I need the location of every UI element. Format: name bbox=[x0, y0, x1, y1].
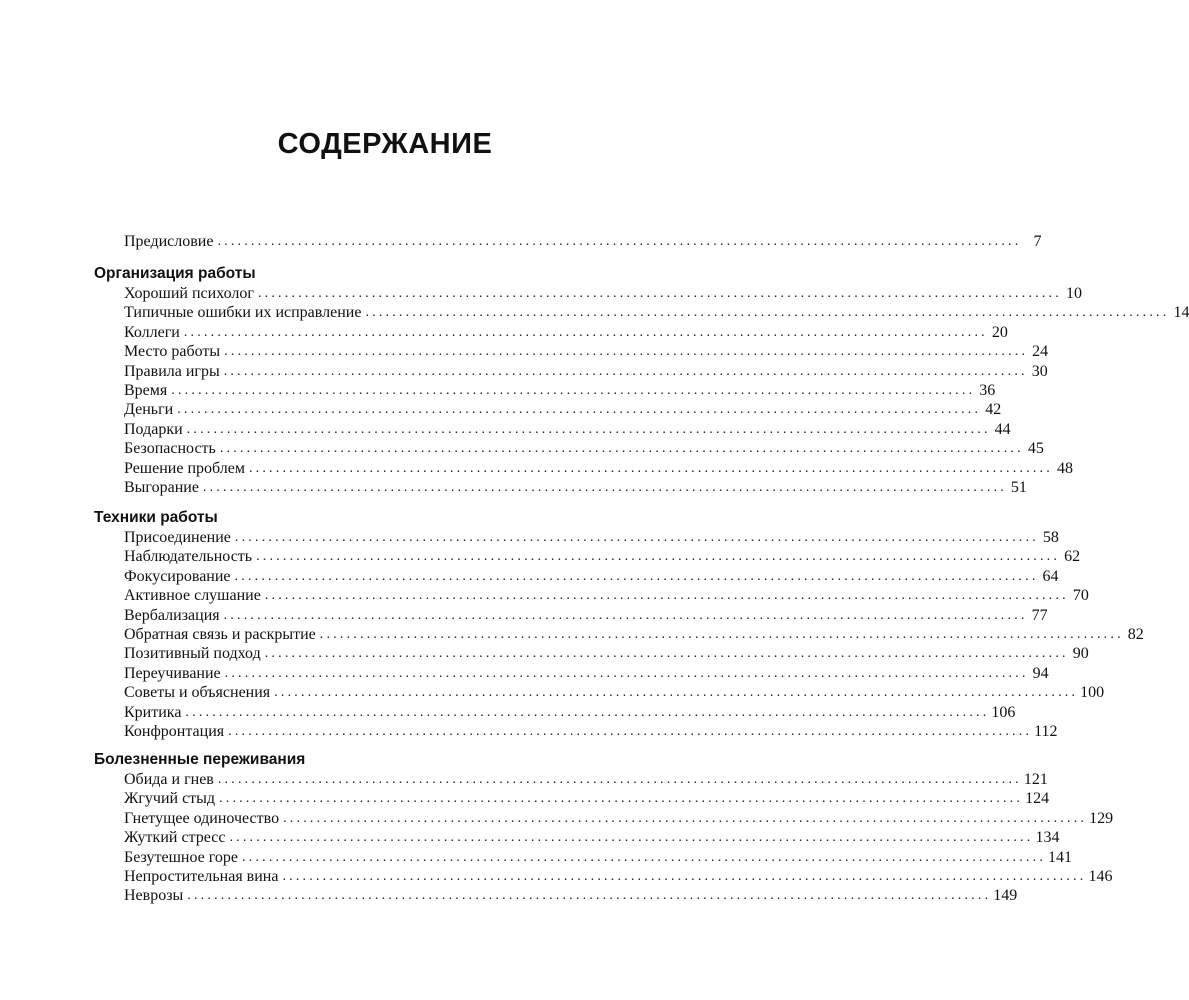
toc-entry bbox=[124, 848, 1073, 868]
toc-entry-page: 149 bbox=[993, 887, 1018, 905]
toc-entry bbox=[124, 547, 1081, 567]
section-heading: Болезненные переживания bbox=[94, 751, 306, 768]
toc-entry bbox=[124, 770, 1048, 790]
toc-entry bbox=[124, 722, 1058, 742]
dot-leader: ........................................................................................................................ bbox=[217, 234, 1022, 249]
toc-entry-page: 20 bbox=[991, 323, 1008, 341]
toc-entry-label: Безутешное горе bbox=[124, 848, 239, 866]
toc-entry-label: Неврозы bbox=[124, 887, 184, 905]
toc-entry-label: Выгорание bbox=[124, 479, 199, 496]
toc-entry-page: 58 bbox=[1042, 529, 1059, 546]
toc-entry-page: 64 bbox=[1042, 567, 1059, 585]
dot-leader: ........................................................................................................................ bbox=[282, 869, 1087, 884]
dot-leader: ........................................................................................................................ bbox=[186, 421, 991, 437]
toc-entry bbox=[124, 703, 1016, 723]
toc-entry-page: 124 bbox=[1025, 790, 1050, 808]
toc-entry-label: Фокусирование bbox=[124, 567, 231, 585]
toc-entry-page: 94 bbox=[1032, 664, 1049, 682]
dot-leader: ........................................................................................................................ bbox=[283, 810, 1088, 826]
dot-leader: ........................................................................................................................ bbox=[234, 530, 1039, 545]
toc-entry bbox=[124, 420, 1011, 440]
toc-entry-label: Деньги bbox=[124, 401, 174, 419]
toc-entry-label: Типичные ошибки их исправление bbox=[124, 304, 362, 322]
dot-leader: ........................................................................................................................ bbox=[264, 646, 1069, 662]
toc-entry-label: Жгучий стыд bbox=[124, 790, 216, 808]
toc-entry bbox=[124, 478, 1027, 498]
dot-leader: ........................................................................................................................ bbox=[185, 704, 990, 720]
toc-entry-page: 100 bbox=[1080, 684, 1105, 702]
toc-entry bbox=[124, 439, 1044, 459]
dot-leader: ........................................................................................................................ bbox=[256, 549, 1061, 565]
toc-entry-label: Хороший психолог bbox=[124, 285, 254, 302]
toc-entry-page: 24 bbox=[1032, 343, 1049, 361]
toc-entry-label: Подарки bbox=[124, 420, 183, 438]
toc-entry-page: 121 bbox=[1023, 771, 1048, 788]
dot-leader: ........................................................................................................................ bbox=[177, 402, 982, 418]
toc-entry bbox=[124, 644, 1089, 664]
toc-entry bbox=[124, 625, 1144, 645]
dot-leader: ........................................................................................................................ bbox=[248, 460, 1053, 476]
toc-entry-label: Критика bbox=[124, 703, 182, 721]
toc-entry bbox=[124, 528, 1059, 548]
toc-entry-page: 14 bbox=[1173, 304, 1189, 322]
dot-leader: ........................................................................................................................ bbox=[257, 286, 1062, 301]
toc-entry bbox=[124, 381, 996, 401]
toc-entry-page: 30 bbox=[1031, 362, 1048, 380]
toc-entry-label: Безопасность bbox=[124, 440, 216, 458]
section-heading: Техники работы bbox=[94, 509, 218, 526]
toc-entry bbox=[124, 886, 1018, 906]
dot-leader: ........................................................................................................................ bbox=[365, 305, 1170, 321]
toc-entry bbox=[124, 323, 1008, 343]
dot-leader: ........................................................................................................................ bbox=[242, 849, 1047, 865]
toc-entry bbox=[124, 362, 1048, 382]
toc-entry-label: Гнетущее одиночество bbox=[124, 809, 280, 827]
dot-leader: ........................................................................................................................ bbox=[319, 627, 1124, 642]
toc-entry-page: 90 bbox=[1072, 645, 1089, 663]
toc-entry-page: 129 bbox=[1089, 809, 1114, 827]
toc-entry-label: Обида и гнев bbox=[124, 771, 214, 788]
toc-entry-label: Конфронтация bbox=[124, 723, 225, 740]
toc-entry bbox=[124, 400, 1002, 420]
page-title: СОДЕРЖАНИЕ bbox=[277, 128, 493, 160]
toc-entry bbox=[124, 459, 1073, 479]
dot-leader: ........................................................................................................................ bbox=[228, 724, 1033, 739]
toc-entry-page: 36 bbox=[979, 382, 996, 399]
toc-entry-label: Активное слушание bbox=[124, 587, 261, 605]
dot-leader: ........................................................................................................................ bbox=[217, 772, 1022, 787]
toc-entry-page: 70 bbox=[1072, 587, 1089, 605]
dot-leader: ........................................................................................................................ bbox=[202, 480, 1007, 495]
toc-entry-page: 106 bbox=[991, 703, 1016, 721]
toc-entry-page: 44 bbox=[994, 420, 1011, 438]
section-heading: Организация работы bbox=[94, 265, 256, 282]
toc-entry-label: Коллеги bbox=[124, 323, 180, 341]
toc-entry-page: 51 bbox=[1010, 479, 1027, 496]
toc-entry-label: Вербализация bbox=[124, 606, 220, 624]
dot-leader: ........................................................................................................................ bbox=[274, 685, 1079, 701]
toc-entry-page: 45 bbox=[1027, 440, 1044, 458]
dot-leader: ........................................................................................................................ bbox=[264, 588, 1069, 604]
toc-entry-label: Решение проблем bbox=[124, 459, 245, 477]
toc-entry-page: 82 bbox=[1127, 626, 1144, 643]
toc-entry bbox=[124, 664, 1049, 684]
toc-entry bbox=[124, 789, 1050, 809]
dot-leader: ........................................................................................................................ bbox=[224, 665, 1029, 681]
dot-leader: ........................................................................................................................ bbox=[187, 888, 992, 904]
toc-entry-label: Наблюдательность bbox=[124, 548, 253, 566]
toc-entry bbox=[124, 867, 1113, 887]
toc-entry bbox=[124, 342, 1049, 362]
toc-entry-label: Непростительная вина bbox=[124, 868, 279, 885]
toc-entry bbox=[124, 809, 1114, 829]
dot-leader: ........................................................................................................................ bbox=[223, 607, 1028, 623]
toc-entry bbox=[124, 303, 1189, 323]
toc-entry-page: 141 bbox=[1048, 848, 1073, 866]
toc-entry-label: Время bbox=[124, 382, 168, 399]
toc-entry-page: 42 bbox=[985, 401, 1002, 419]
toc-entry bbox=[124, 586, 1089, 606]
toc-entry-label: Переучивание bbox=[124, 664, 221, 682]
toc-entry-page: 62 bbox=[1064, 548, 1081, 566]
dot-leader: ........................................................................................................................ bbox=[183, 324, 988, 340]
toc-entry-label: Присоединение bbox=[124, 529, 231, 546]
toc-entry-label: Предисловие bbox=[124, 233, 214, 250]
dot-leader: ........................................................................................................................ bbox=[171, 383, 976, 398]
dot-leader: ........................................................................................................................ bbox=[224, 344, 1029, 360]
toc-entry-preface bbox=[124, 232, 1042, 252]
toc-entry bbox=[124, 606, 1048, 626]
toc-entry bbox=[124, 284, 1082, 304]
toc-entry-page: 77 bbox=[1031, 606, 1048, 624]
dot-leader: ........................................................................................................................ bbox=[223, 363, 1028, 379]
dot-leader: ........................................................................................................................ bbox=[219, 791, 1024, 807]
toc-entry bbox=[124, 567, 1059, 587]
toc-entry-page: 7 bbox=[1033, 233, 1042, 250]
dot-leader: ........................................................................................................................ bbox=[234, 568, 1039, 584]
toc-entry bbox=[124, 828, 1060, 848]
toc-entry bbox=[124, 683, 1105, 703]
toc-entry-label: Жуткий стресс bbox=[124, 829, 226, 847]
toc-entry-page: 134 bbox=[1035, 829, 1060, 847]
toc-entry-label: Обратная связь и раскрытие bbox=[124, 626, 316, 643]
toc-entry-label: Позитивный подход bbox=[124, 645, 261, 663]
toc-entry-label: Правила игры bbox=[124, 362, 220, 380]
toc-entry-page: 10 bbox=[1065, 285, 1082, 302]
toc-entry-page: 48 bbox=[1056, 459, 1073, 477]
toc-entry-page: 146 bbox=[1088, 868, 1113, 885]
toc-entry-page: 112 bbox=[1034, 723, 1058, 740]
toc-entry-label: Место работы bbox=[124, 343, 221, 361]
dot-leader: ........................................................................................................................ bbox=[219, 441, 1024, 457]
toc-entry-label: Советы и объяснения bbox=[124, 684, 271, 702]
dot-leader: ........................................................................................................................ bbox=[229, 830, 1034, 846]
